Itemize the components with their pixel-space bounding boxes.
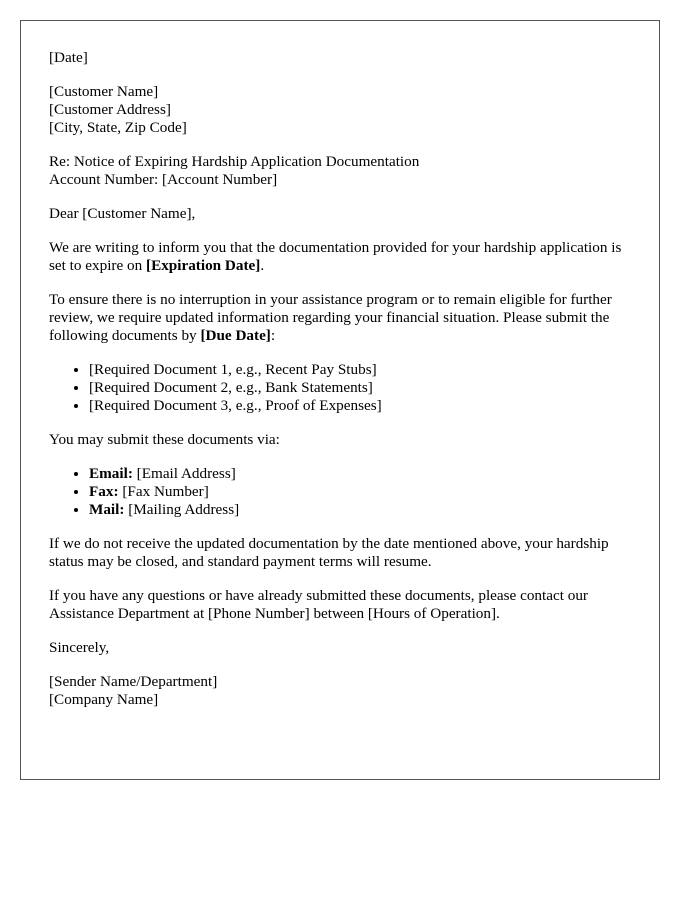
recipient-city-state-zip: [City, State, Zip Code] [49, 119, 187, 136]
recipient-name: [Customer Name] [49, 83, 159, 100]
recipient-block [49, 83, 634, 137]
paragraph-requirements-text: To ensure there is no interruption in your assistance program or to remain eligible for further review, we require updated information regarding your financial situation. Please submit the following documents by [49, 291, 612, 344]
submission-method-value: [Fax Number] [118, 483, 209, 500]
sender-name: [Sender Name/Department] [49, 673, 218, 690]
paragraph-expiration [49, 239, 634, 275]
submission-method-value: [Mailing Address] [124, 501, 240, 518]
paragraph-expiration-end: . [260, 257, 265, 274]
salutation: Dear [Customer Name], [49, 205, 196, 222]
due-date-placeholder: [Due Date] [200, 327, 271, 344]
submission-method-label: Fax: [89, 483, 119, 500]
expiration-date-placeholder: [Expiration Date] [146, 257, 261, 274]
letter-body [49, 49, 634, 725]
letter-page [20, 20, 660, 780]
required-documents-list [49, 361, 634, 415]
submission-method-mail [89, 501, 634, 519]
paragraph-requirements-end: : [270, 327, 276, 344]
paragraph-requirements [49, 291, 634, 345]
paragraph-expiration-text: We are writing to inform you that the documentation provided for your hardship application is set to expire on [49, 239, 622, 274]
company-name: [Company Name] [49, 691, 159, 708]
submission-methods-list [49, 465, 634, 519]
list-item: • [Required Document 2, e.g., Bank Statements] [89, 379, 634, 397]
subject-block [49, 153, 634, 189]
signature-block [49, 673, 634, 709]
list-item: • [Required Document 3, e.g., Proof of Expenses] [89, 397, 634, 415]
subject-re-line: Re: Notice of Expiring Hardship Application Documentation [49, 153, 420, 170]
submission-intro: You may submit these documents via: [49, 431, 280, 448]
account-number-line: Account Number: [Account Number] [49, 171, 278, 188]
submission-method-label: Email: [89, 465, 133, 482]
submission-method-email [89, 465, 634, 483]
closing: Sincerely, [49, 639, 110, 656]
paragraph-contact: If you have any questions or have already submitted these documents, please contact our Assistance Department at [Phone Number] between [Hours of Operation]. [49, 587, 588, 622]
submission-method-label: Mail: [89, 501, 125, 518]
submission-method-fax [89, 483, 634, 501]
recipient-address: [Customer Address] [49, 101, 171, 118]
list-item: • [Required Document 1, e.g., Recent Pay Stubs] [89, 361, 634, 379]
letter-date: [Date] [49, 49, 88, 66]
paragraph-consequences: If we do not receive the updated documentation by the date mentioned above, your hardship status may be closed, and standard payment terms will resume. [49, 535, 609, 570]
submission-method-value: [Email Address] [132, 465, 236, 482]
